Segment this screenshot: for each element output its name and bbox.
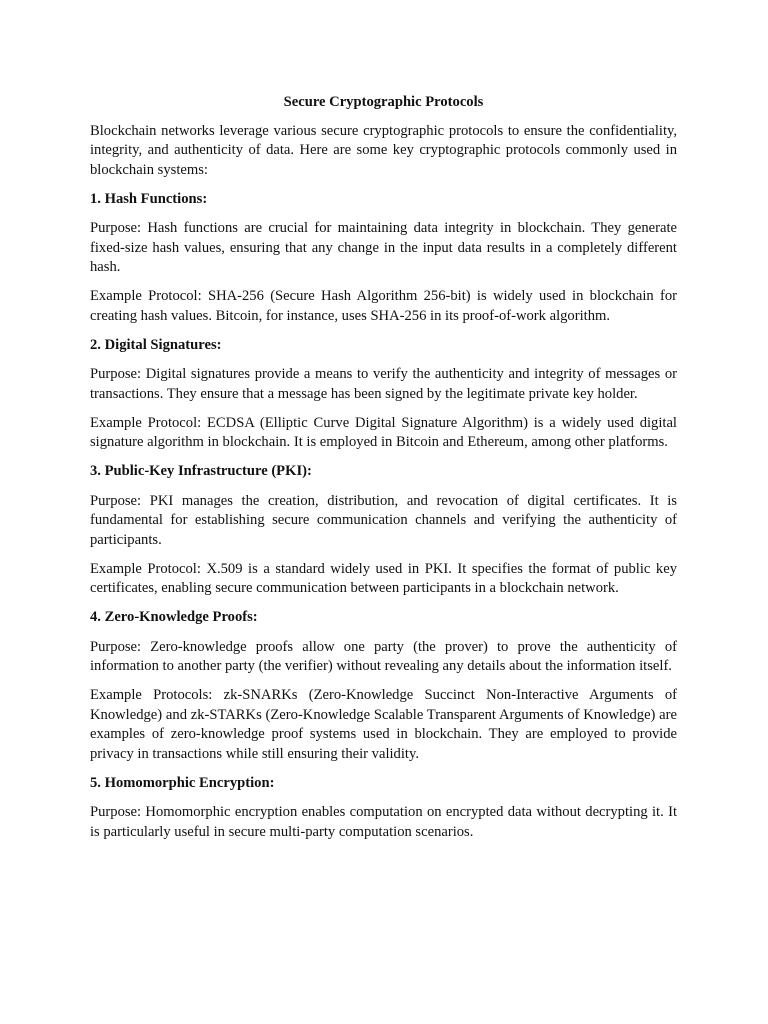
section-heading-homomorphic-encryption: 5. Homomorphic Encryption:	[90, 775, 275, 792]
zero-knowledge-proofs-example: Example Protocols: zk-SNARKs (Zero-Knowledge Succinct Non-Interactive Arguments of Knowledge) and zk-STARKs (Zero-Knowledge Scalable Transparent Arguments of Knowledge) are examples of zero-knowledge proof systems used in blockchain. They are employed to provide privacy in transactions while still ensuring their validity.	[90, 687, 677, 763]
section-heading-hash-functions: 1. Hash Functions:	[90, 190, 208, 207]
document-title: Secure Cryptographic Protocols	[283, 94, 484, 110]
intro-paragraph: Blockchain networks leverage various secure cryptographic protocols to ensure the confidentiality, integrity, and authenticity of data. Here are some key cryptographic protocols commonly used in blockchain systems:	[90, 122, 677, 178]
homomorphic-encryption-purpose: Purpose: Homomorphic encryption enables computation on encrypted data without decrypting it. It is particularly useful in secure multi-party computation scenarios.	[90, 804, 677, 840]
section-heading-zero-knowledge-proofs: 4. Zero-Knowledge Proofs:	[90, 609, 258, 626]
section-heading-pki: 3. Public-Key Infrastructure (PKI):	[90, 463, 312, 480]
pki-purpose: Purpose: PKI manages the creation, distribution, and revocation of digital certificates. It is fundamental for establishing secure communication channels and verifying the authenticity of participants.	[90, 492, 677, 548]
section-heading-digital-signatures: 2. Digital Signatures:	[90, 336, 222, 353]
zero-knowledge-proofs-purpose: Purpose: Zero-knowledge proofs allow one party (the prover) to prove the authenticity of information to another party (the verifier) without revealing any details about the information itself.	[90, 638, 677, 675]
digital-signatures-purpose: Purpose: Digital signatures provide a means to verify the authenticity and integrity of messages or transactions. They ensure that a message has been signed by the legitimate private key holder.	[90, 366, 677, 402]
hash-functions-example: Example Protocol: SHA-256 (Secure Hash Algorithm 256-bit) is widely used in blockchain for creating hash values. Bitcoin, for instance, uses SHA-256 in its proof-of-work algorithm.	[90, 288, 677, 324]
digital-signatures-example: Example Protocol: ECDSA (Elliptic Curve Digital Signature Algorithm) is a widely used digital signature algorithm in blockchain. It is employed in Bitcoin and Ethereum, among other platforms.	[90, 414, 677, 451]
document-body	[90, 93, 677, 852]
hash-functions-purpose: Purpose: Hash functions are crucial for maintaining data integrity in blockchain. They generate fixed-size hash values, ensuring that any change in the input data results in a completely different hash.	[90, 219, 677, 276]
pki-example: Example Protocol: X.509 is a standard widely used in PKI. It specifies the format of public key certificates, enabling secure communication between participants in a blockchain network.	[90, 560, 677, 597]
